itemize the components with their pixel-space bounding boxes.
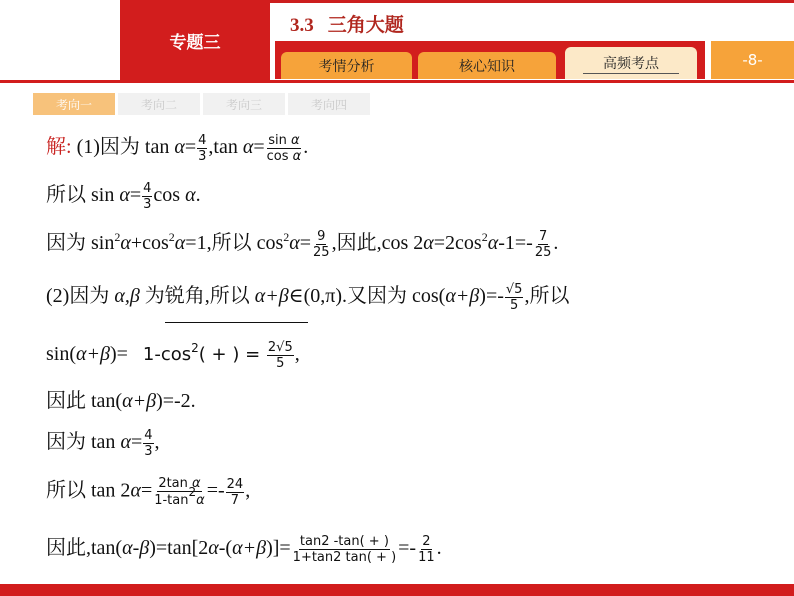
fraction-denominator: 3 [143, 197, 152, 212]
text-span: )=-2. [156, 390, 196, 412]
text-span: , [154, 431, 160, 454]
greek-alpha: α [130, 479, 141, 502]
solution-line-7 [46, 428, 160, 459]
fraction-denominator: 3 [198, 149, 207, 164]
fraction-denominator: cos [266, 149, 293, 164]
tab-label: 考情分析 [318, 58, 375, 75]
fraction-denominator: 5 [510, 298, 519, 313]
text-span: =- [398, 537, 417, 560]
greek-alpha: α [174, 232, 186, 255]
text-span: ,因此,cos 2 [331, 232, 424, 255]
greek-alpha: α [487, 232, 499, 255]
text-span: 因此 tan( [46, 390, 123, 412]
greek-alpha: α [242, 136, 254, 159]
fraction-denominator: 1+tan2 tan( + ) [292, 550, 397, 565]
section-title-text: 三角大题 [327, 14, 404, 36]
text-span: )= [109, 343, 128, 366]
direction-tab-3[interactable] [203, 93, 285, 115]
text-span: = [253, 136, 265, 159]
tab-core-knowledge[interactable] [418, 52, 556, 79]
fraction-denominator: 3 [144, 444, 153, 459]
solution-line-1: 解: (1)因为 tan α= $\frac{4}{3}$ ,tan α= $\frac{\text{sin α}}{\text{cos α}}$ . [46, 133, 309, 164]
fraction-numerator: 2√5 [267, 340, 293, 355]
text-span: , [245, 479, 251, 502]
fraction [417, 534, 436, 565]
direction-tab-label: 考向四 [310, 97, 347, 112]
text-span: =2cos [433, 232, 482, 255]
fraction-numerator: 7 [538, 229, 548, 244]
text-span: ,所以 [524, 285, 570, 308]
section-number: 3.3 [290, 15, 314, 36]
fraction-denominator: 5 [276, 356, 285, 371]
page-number [711, 41, 794, 79]
text-span: =1,所以 cos [185, 232, 284, 255]
tab-frequent-points[interactable] [565, 47, 697, 79]
text-span: cos [153, 184, 186, 207]
text-span: +cos [130, 232, 169, 255]
fraction [266, 133, 303, 164]
fraction-denominator: 11 [418, 550, 435, 565]
superscript: 2 [191, 341, 199, 356]
fraction-denominator: 25 [534, 245, 552, 260]
greek-alpha-plus-beta: α+β [232, 537, 267, 560]
greek-alpha: α [291, 133, 300, 148]
greek-alpha: α [192, 476, 201, 491]
text-span: . [195, 184, 201, 207]
solution-line-5 [46, 340, 300, 371]
tab-label: 核心知识 [459, 58, 515, 75]
sqrt-content: 1-cos [142, 344, 192, 366]
text-span: 所以 sin [46, 184, 120, 207]
sqrt-content-tail: ( + ) = [198, 344, 266, 366]
fraction [505, 282, 524, 313]
fraction [153, 476, 205, 508]
fraction-numerator: 4 [198, 133, 207, 148]
direction-tab-2[interactable] [118, 93, 200, 115]
fraction [226, 477, 245, 508]
active-tab-underline [583, 73, 679, 74]
header-bar [0, 0, 794, 84]
text-span: )]= [266, 537, 291, 560]
fraction-numerator: 4 [144, 428, 153, 443]
fraction [142, 181, 152, 212]
text-span: -1=- [498, 232, 533, 255]
fraction-numerator: √5 [505, 282, 523, 297]
fraction-numerator: 24 [226, 476, 244, 492]
solution-line-8 [46, 476, 250, 508]
solution-line-9 [46, 534, 442, 565]
greek-alpha-plus-beta: α+β [445, 285, 480, 308]
solution-label: 解 [46, 134, 66, 159]
greek-alpha: α [185, 184, 196, 207]
greek-alpha-plus-beta: α+β [76, 343, 110, 366]
solution-line-2 [46, 181, 201, 212]
fraction-numerator: 2 [422, 534, 431, 549]
text-span: 所以 tan 2 [46, 479, 131, 502]
solution-line-3: 因为 $\sin^2\alpha+\cos^2\alpha=1$,所以 $\cos^2\alpha=$ $\frac{9}{25}$ ,因此,cos $2\alpha=2\cos^2\alpha-1=-$ $\frac{7}{25}$ . [46, 229, 559, 260]
solution-line-6 [46, 389, 196, 413]
fraction-numerator: 2tan [158, 476, 193, 491]
direction-tab-4[interactable] [288, 93, 370, 115]
text-span: . [303, 136, 309, 159]
greek-alpha-minus-beta: α-β [122, 537, 150, 560]
fraction-numerator: tan2 -tan( + ) [299, 534, 389, 549]
fraction [267, 340, 294, 371]
text-span: 为锐角,所以 [139, 285, 255, 308]
text-span: 因此,tan( [46, 537, 123, 560]
text-span: = [130, 431, 143, 454]
text-span: = [129, 184, 142, 207]
direction-tab-label: 考向一 [55, 97, 92, 112]
fraction-denominator: 25 [313, 245, 330, 260]
greek-alpha: α [119, 184, 130, 207]
direction-tab-1[interactable] [33, 93, 115, 115]
greek-alpha: α [292, 149, 302, 164]
greek-alpha: α [174, 136, 185, 159]
text-span: = [299, 232, 312, 255]
tab-label: 高频考点 [603, 56, 659, 72]
fraction-denominator: 7 [230, 492, 240, 508]
text-span: ∈(0,π).又因为 cos( [288, 285, 446, 308]
page-number-text: -8- [742, 51, 763, 69]
greek-alpha: α [196, 493, 205, 508]
section-title [290, 10, 404, 37]
fraction-numerator: sin [268, 133, 291, 148]
greek-alpha-plus-beta: α+β [122, 390, 157, 412]
text-span: = [140, 479, 153, 502]
solution-line-4 [46, 282, 569, 313]
greek-alpha: α [208, 537, 219, 560]
direction-tab-label: 考向二 [140, 97, 177, 112]
fraction [292, 534, 397, 565]
text-span: =- [206, 479, 225, 502]
text-span: )=tan[2 [149, 537, 209, 560]
sqrt-bar [165, 322, 308, 323]
fraction [534, 229, 553, 260]
text-span: . [553, 232, 559, 255]
greek-alpha-plus-beta: α+β [254, 285, 289, 308]
text-span: (1)因为 tan [76, 136, 175, 159]
greek-alpha: α [120, 431, 131, 454]
fraction [197, 133, 207, 164]
tab-exam-analysis[interactable] [281, 52, 412, 79]
text-span: . [436, 537, 442, 560]
header-divider [0, 80, 794, 83]
greek-alpha-beta: α,β [114, 285, 140, 308]
footer-bar [0, 584, 794, 596]
fraction-numerator: 9 [317, 229, 326, 244]
fraction [312, 229, 331, 260]
text-span: , [294, 343, 300, 366]
greek-alpha: α [120, 232, 131, 255]
text-span: )=- [479, 285, 504, 308]
superscript: 2 [188, 485, 197, 499]
direction-tab-label: 考向三 [225, 97, 262, 112]
text-span: 因为 sin [46, 232, 115, 255]
text-span: = [184, 136, 197, 159]
text-span: 因为 tan [46, 431, 121, 454]
topic-text: 专题三 [169, 32, 221, 53]
fraction-numerator: 4 [143, 181, 152, 196]
tab-bar [275, 41, 705, 79]
fraction [143, 428, 153, 459]
text-span: sin( [46, 343, 76, 366]
topic-label [120, 0, 270, 80]
text-span: -( [218, 537, 233, 560]
text-span: (2)因为 [46, 285, 115, 308]
fraction-denominator: 1-tan [154, 493, 189, 508]
greek-alpha: α [289, 232, 300, 255]
greek-alpha: α [423, 232, 434, 255]
text-span: ,tan [208, 136, 243, 159]
